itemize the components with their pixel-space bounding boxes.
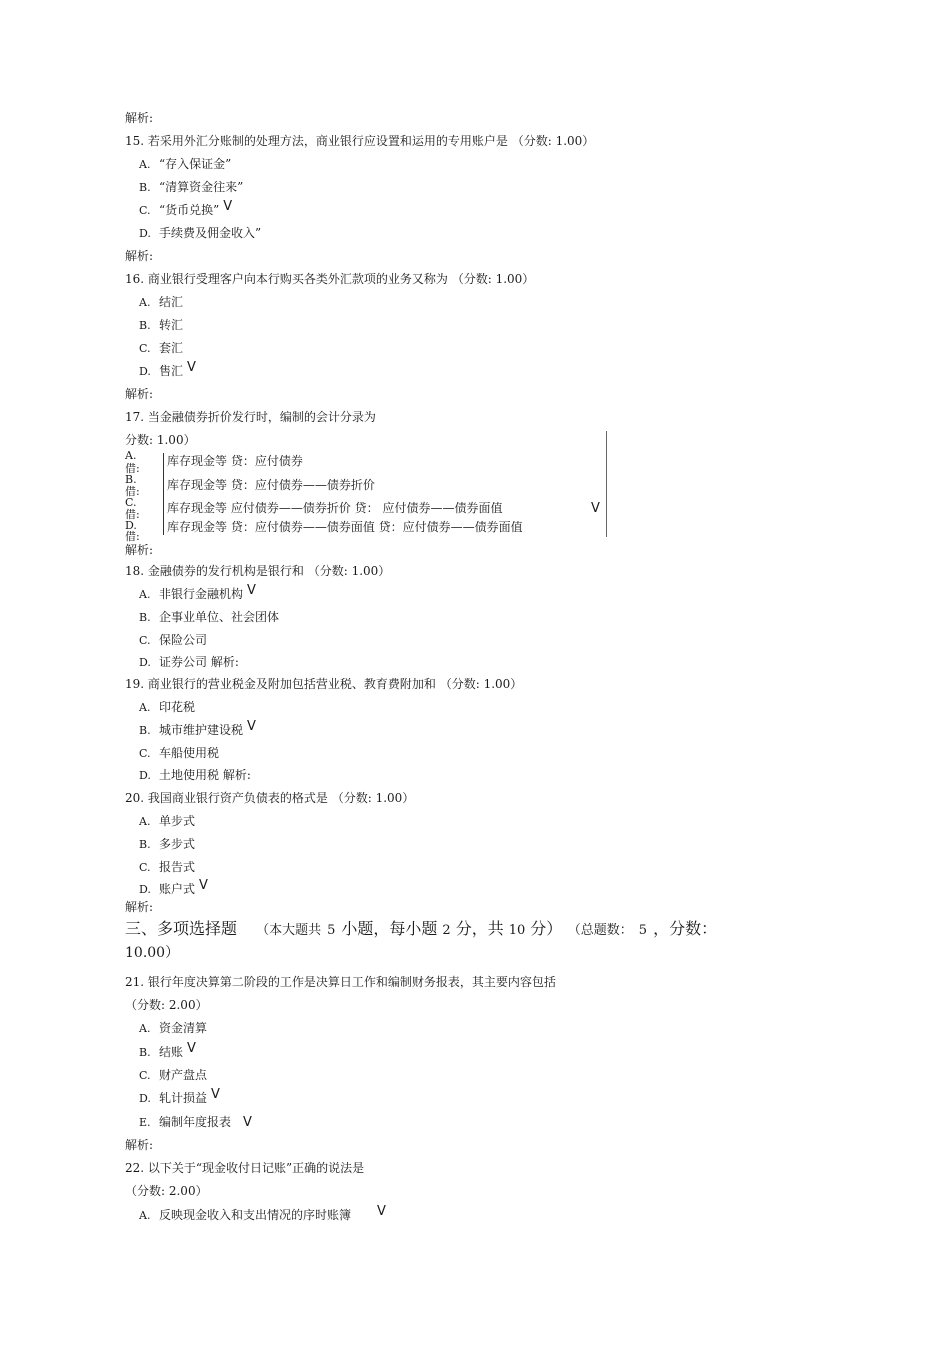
option-letter: D. [139, 883, 151, 896]
q19-option-a [139, 699, 195, 716]
desc-part: 5 [638, 923, 648, 938]
check-mark: V [243, 1115, 252, 1130]
desc-part: 小题，每小题 [341, 919, 438, 938]
q22-option-a [139, 1204, 386, 1224]
option-letter: C. [139, 342, 151, 355]
q17-label-c: C. [125, 496, 137, 509]
q17-row-d: 库存现金等 贷：应付债券——债券面值 贷：应付债券——债券面值 [167, 520, 523, 534]
section-3-desc [256, 919, 718, 938]
option-letter: B. [139, 611, 151, 624]
q17-row-b: 库存现金等 贷：应付债券——债券折价 [167, 478, 375, 492]
analysis-label: 解析: [125, 111, 154, 125]
analysis-label: 解析: [125, 1138, 154, 1152]
desc-part: 10 [508, 923, 526, 938]
option-letter: A. [139, 701, 151, 714]
option-text: 结汇 [159, 295, 184, 309]
option-letter: D. [139, 656, 151, 669]
option-letter: D. [139, 769, 151, 782]
q17-label-jie: 借: [125, 485, 140, 498]
desc-part: 2 [442, 923, 451, 938]
option-text: 售汇 [159, 364, 184, 378]
q16-option-b [139, 317, 183, 334]
desc-part: 5 [327, 923, 336, 938]
q21-option-a [139, 1020, 207, 1037]
q20-option-a [139, 813, 195, 830]
option-text: 转汇 [159, 318, 184, 332]
option-letter: A. [139, 588, 151, 601]
q18-option-c [139, 632, 207, 649]
q21-option-d [139, 1087, 220, 1107]
check-mark: V [247, 583, 256, 598]
option-letter: A. [139, 1022, 151, 1035]
q15-option-d [139, 225, 261, 242]
q19-option-c [139, 745, 219, 762]
check-mark: V [187, 360, 196, 375]
option-letter: B. [139, 1046, 151, 1059]
q19-option-d [139, 767, 251, 784]
table-left-rule [163, 453, 164, 535]
q17-label-b: B. [125, 473, 137, 486]
question-20-stem: 20. 我国商业银行资产负债表的格式是 （分数: 1.00） [125, 791, 415, 805]
question-17-stem: 17. 当金融债券折价发行时，编制的会计分录为 [125, 410, 376, 424]
analysis-label: 解析: [125, 900, 154, 914]
q18-option-d [139, 654, 239, 671]
option-text: 印花税 [159, 700, 196, 714]
q17-label-a: A. [125, 449, 137, 462]
question-19-stem: 19. 商业银行的营业税金及附加包括营业税、教育费附加和 （分数: 1.00） [125, 677, 523, 691]
q17-label-jie: 借: [125, 462, 140, 475]
q21-option-e [139, 1114, 252, 1131]
option-text: “存入保证金” [159, 157, 232, 171]
option-text: 套汇 [159, 341, 184, 355]
table-right-rule [606, 431, 607, 537]
option-text: 结账 [159, 1045, 184, 1059]
q16-option-c [139, 340, 183, 357]
desc-part: ，分数： [653, 919, 718, 938]
check-mark: V [247, 719, 256, 734]
option-text: 报告式 [159, 860, 196, 874]
check-mark: V [199, 878, 208, 893]
q17-score: 分数: 1.00） [125, 433, 196, 447]
check-mark: V [377, 1204, 386, 1219]
option-text: 企事业单位、社会团体 [159, 610, 280, 624]
q18-option-a [139, 583, 256, 603]
q17-entries-table [125, 431, 610, 543]
question-22-stem: 22. 以下关于“现金收付日记账”正确的说法是 [125, 1161, 365, 1175]
q22-score: （分数: 2.00） [125, 1184, 208, 1198]
desc-part: （本大题共 [256, 923, 322, 938]
q15-option-a [139, 156, 231, 173]
question-16-stem: 16. 商业银行受理客户向本行购买各类外汇款项的业务又称为 （分数: 1.00） [125, 272, 535, 286]
check-mark: V [591, 501, 600, 516]
option-text: 手续费及佣金收入” [159, 226, 262, 240]
analysis-label: 解析: [125, 543, 154, 557]
option-letter: A. [139, 158, 151, 171]
q17-label-d: D. [125, 519, 137, 532]
option-letter: A. [139, 296, 151, 309]
analysis-label: 解析: [125, 249, 154, 263]
check-mark: V [187, 1041, 196, 1056]
q21-score: （分数: 2.00） [125, 998, 208, 1012]
q15-option-c [139, 199, 233, 219]
option-text: 编制年度报表 [159, 1115, 232, 1129]
q17-row-c: 库存现金等 应付债券——债券折价 贷： 应付债券——债券面值 [167, 501, 503, 515]
option-text: “清算资金往来” [159, 180, 244, 194]
option-letter: B. [139, 181, 151, 194]
q17-label-jie: 借: [125, 508, 140, 521]
option-letter: E. [139, 1116, 151, 1129]
option-letter: C. [139, 634, 151, 647]
option-text: 反映现金收入和支出情况的序时账簿 [159, 1208, 352, 1222]
section-3-header [125, 919, 717, 941]
option-text: 轧计损益 [159, 1091, 208, 1105]
desc-part: 分，共 [455, 919, 504, 938]
option-letter: D. [139, 1092, 151, 1105]
option-text: 土地使用税 解析: [159, 768, 251, 782]
option-text: 资金清算 [159, 1021, 208, 1035]
option-text: “货币兑换” [159, 203, 220, 217]
check-mark: V [211, 1087, 220, 1102]
option-letter: B. [139, 838, 151, 851]
option-text: 车船使用税 [159, 746, 220, 760]
question-18-stem: 18. 金融债券的发行机构是银行和 （分数: 1.00） [125, 564, 391, 578]
option-text: 证券公司 解析: [159, 655, 239, 669]
option-text: 城市维护建设税 [159, 723, 244, 737]
q20-option-d [139, 878, 208, 898]
option-letter: D. [139, 365, 151, 378]
option-letter: C. [139, 747, 151, 760]
q19-option-b [139, 719, 256, 739]
option-text: 单步式 [159, 814, 196, 828]
q20-option-c [139, 859, 195, 876]
question-21-stem: 21. 银行年度决算第二阶段的工作是决算日工作和编制财务报表，其主要内容包括 [125, 975, 556, 989]
q15-option-b [139, 179, 243, 196]
q16-option-d [139, 360, 196, 380]
q21-option-c [139, 1067, 207, 1084]
q20-option-b [139, 836, 195, 853]
desc-part: （总题数： [574, 923, 633, 938]
q18-option-b [139, 609, 279, 626]
section-3-score: 10.00） [125, 945, 180, 961]
option-letter: A. [139, 1209, 151, 1222]
option-text: 财产盘点 [159, 1068, 208, 1082]
question-15-stem: 15. 若采用外汇分账制的处理方法，商业银行应设置和运用的专用账户是 （分数: 1.00） [125, 134, 595, 148]
option-letter: D. [139, 227, 151, 240]
option-letter: A. [139, 815, 151, 828]
option-text: 多步式 [159, 837, 196, 851]
option-text: 非银行金融机构 [159, 587, 244, 601]
option-text: 账户式 [159, 882, 196, 896]
desc-part: 分） [530, 919, 563, 938]
section-3-title: 三、多项选择题 [125, 919, 238, 938]
option-letter: C. [139, 861, 151, 874]
q17-row-a: 库存现金等 贷：应付债券 [167, 454, 303, 468]
q21-option-b [139, 1041, 196, 1061]
check-mark: V [223, 199, 233, 214]
option-letter: B. [139, 319, 151, 332]
q17-label-jie: 借: [125, 530, 140, 543]
option-text: 保险公司 [159, 633, 208, 647]
q16-option-a [139, 294, 183, 311]
option-letter: C. [139, 1069, 151, 1082]
analysis-label: 解析: [125, 387, 154, 401]
option-letter: C. [139, 204, 151, 217]
option-letter: B. [139, 724, 151, 737]
